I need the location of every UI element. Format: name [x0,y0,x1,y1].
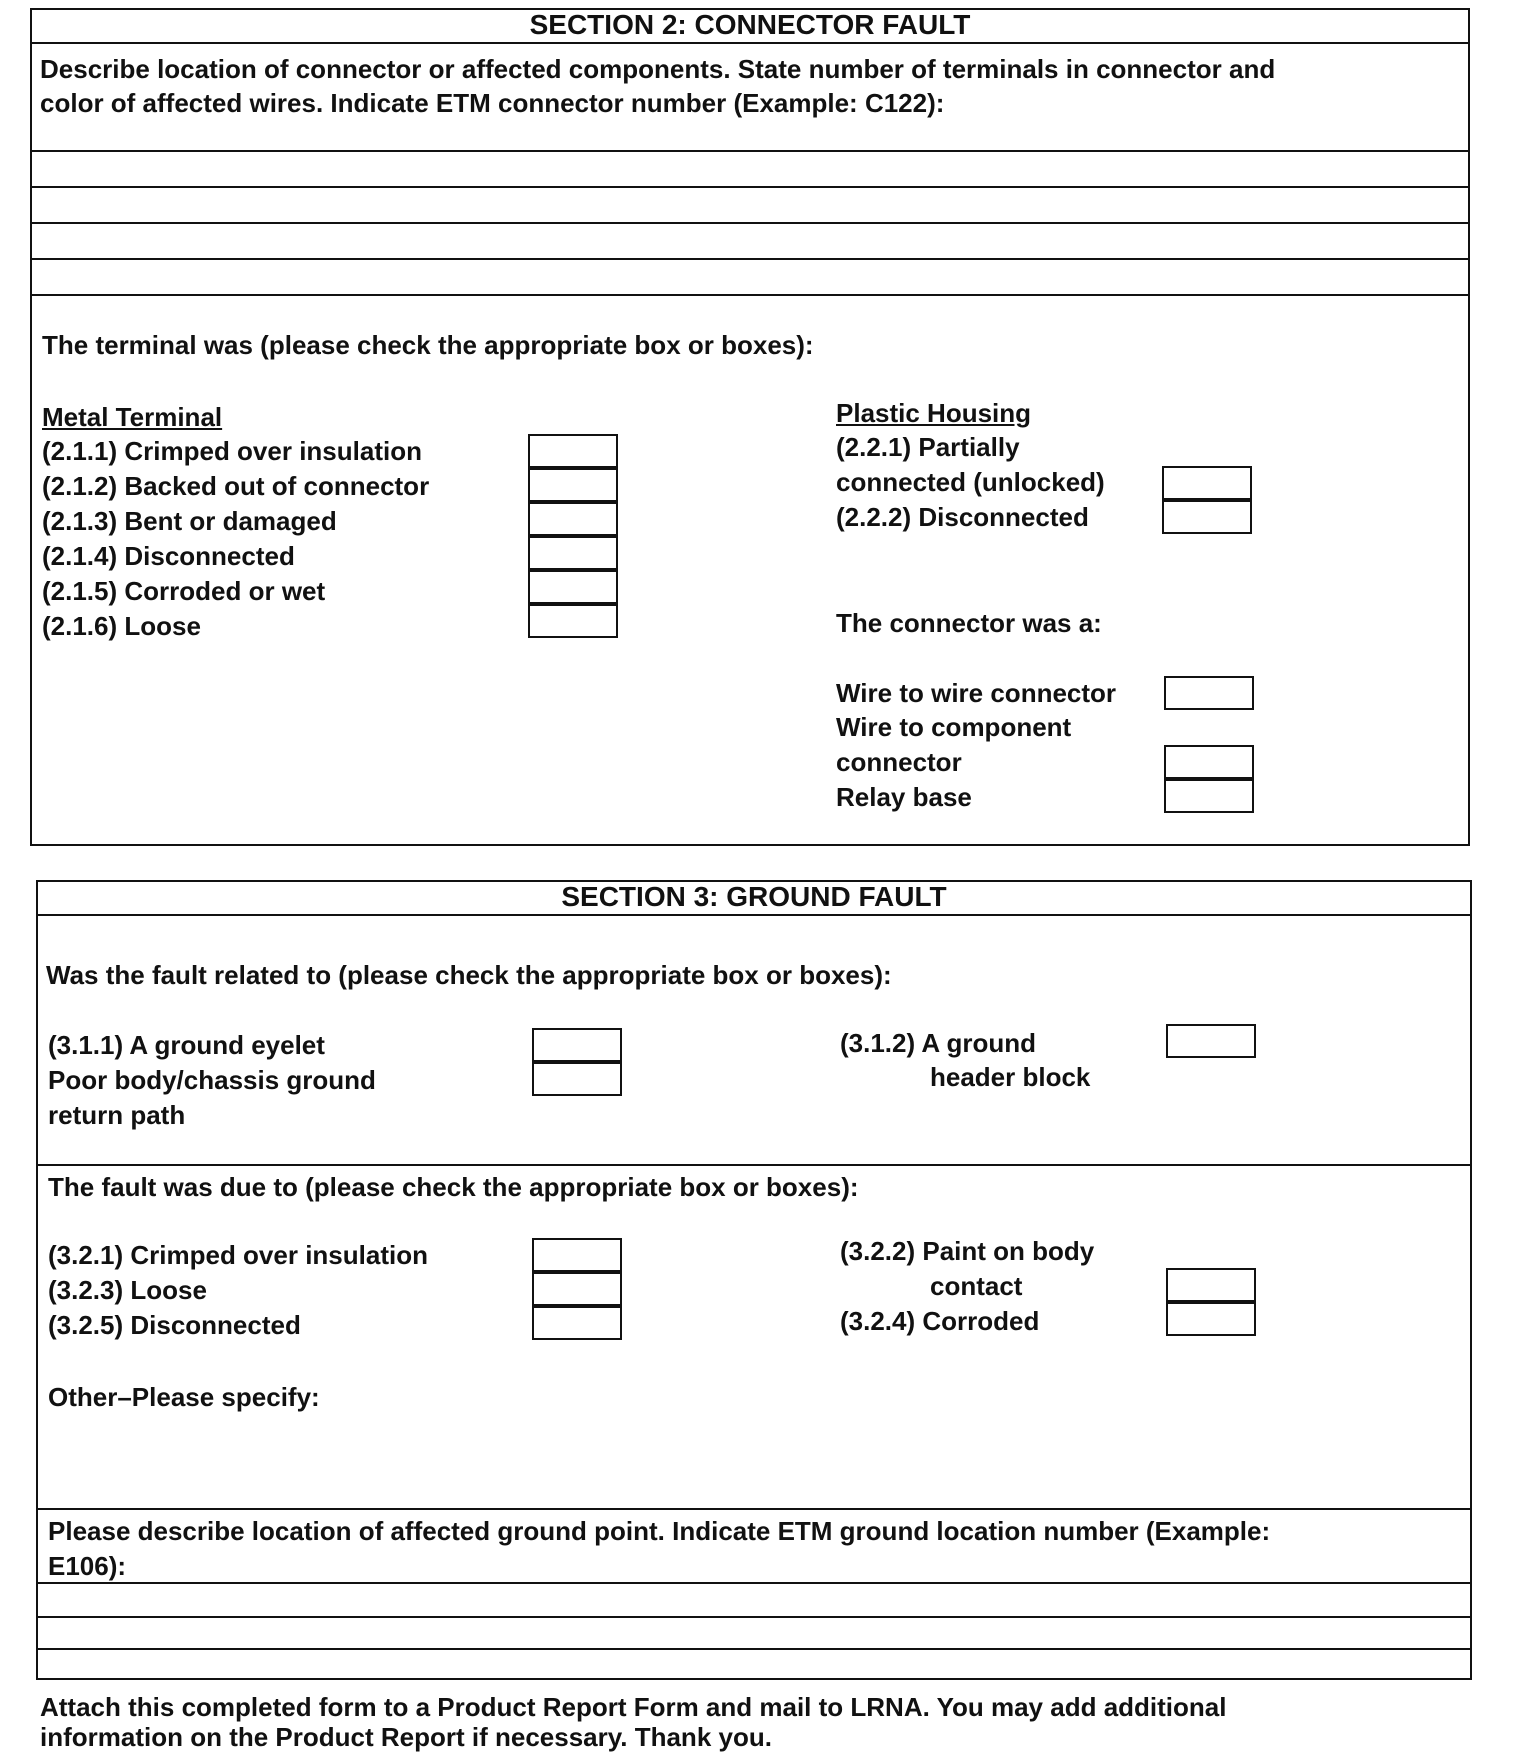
poor-body-ground-label-line-2: return path [48,1100,186,1130]
checkbox-2-1-1[interactable] [528,434,618,468]
paint-on-body-label-line-1: (3.2.2) Paint on body [840,1236,1095,1266]
checkbox-3-2-3[interactable] [532,1272,622,1306]
connector-type-wire-to-wire: Wire to wire connector [836,678,1117,708]
section-2-panel [30,8,1470,846]
metal-terminal-item-2-1-5: (2.1.5) Corroded or wet [42,576,326,606]
ground-eyelet-label: (3.1.1) A ground eyelet [48,1030,325,1060]
section-3-panel [36,880,1472,1680]
due-item-3-2-1: (3.2.1) Crimped over insulation [48,1240,428,1270]
checkbox-2-1-3[interactable] [528,502,618,536]
footer-instruction-line-2: information on the Product Report if necessary. Thank you. [40,1722,772,1752]
checkbox-3-1-1[interactable] [532,1028,622,1062]
corroded-label-3-2-4: (3.2.4) Corroded [840,1306,1040,1336]
section-2-title: SECTION 2: CONNECTOR FAULT [529,9,971,40]
section-2-header-rule [30,42,1470,44]
section-3-header-rule [36,914,1472,916]
checkbox-2-2-2[interactable] [1162,500,1252,534]
describe-instruction-line-1: Describe location of connector or affected components. State number of terminals in connector and [40,54,1276,84]
ground-location-instruction-line-2: E106): [48,1551,127,1581]
metal-terminal-item-2-1-1: (2.1.1) Crimped over insulation [42,436,422,466]
other-specify-field[interactable] [420,1380,1460,1490]
ground-location-instruction-line-1: Please describe location of affected ground point. Indicate ETM ground location number (Example: [48,1516,1271,1546]
checkbox-3-2-1[interactable] [532,1238,622,1272]
checkbox-3-2-2[interactable] [1166,1268,1256,1302]
checkbox-relay-base[interactable] [1164,779,1254,813]
plastic-housing-heading: Plastic Housing [836,398,1032,428]
checkbox-wire-to-component[interactable] [1164,745,1254,779]
checkbox-2-2-1[interactable] [1162,466,1252,500]
connector-description-line-1[interactable] [30,150,1470,152]
connector-prompt: The connector was a: [836,608,1102,638]
connector-type-wire-to-component-line-2: connector [836,747,962,777]
section-3-divider-2 [36,1508,1472,1510]
checkbox-2-1-4[interactable] [528,536,618,570]
ground-location-line-1[interactable] [36,1582,1472,1584]
checkbox-2-1-6[interactable] [528,604,618,638]
section-3-title: SECTION 3: GROUND FAULT [561,881,947,912]
checkbox-poor-body-ground[interactable] [532,1062,622,1096]
connector-type-relay-base: Relay base [836,782,972,812]
metal-terminal-item-2-1-4: (2.1.4) Disconnected [42,541,295,571]
checkbox-wire-to-wire[interactable] [1164,676,1254,710]
ground-location-line-2[interactable] [36,1616,1472,1618]
section-2-divider [30,294,1470,296]
connector-description-line-4[interactable] [30,258,1470,260]
checkbox-3-2-5[interactable] [532,1306,622,1340]
checkbox-3-2-4[interactable] [1166,1302,1256,1336]
due-item-3-2-5: (3.2.5) Disconnected [48,1310,301,1340]
ground-header-block-label-line-2: header block [930,1062,1091,1092]
plastic-housing-item-2-2-1-line-2: connected (unlocked) [836,467,1105,497]
paint-on-body-label-line-2: contact [930,1271,1023,1301]
plastic-housing-item-2-2-1-line-1: (2.2.1) Partially [836,432,1020,462]
section-3-divider-1 [36,1164,1472,1166]
plastic-housing-item-2-2-2: (2.2.2) Disconnected [836,502,1089,532]
poor-body-ground-label-line-1: Poor body/chassis ground [48,1065,376,1095]
checkbox-3-1-2[interactable] [1166,1024,1256,1058]
metal-terminal-item-2-1-3: (2.1.3) Bent or damaged [42,506,337,536]
terminal-prompt: The terminal was (please check the appropriate box or boxes): [42,330,814,360]
ground-header-block-label-line-1: (3.1.2) A ground [840,1028,1036,1058]
other-specify-label: Other–Please specify: [48,1382,320,1412]
ground-location-line-3[interactable] [36,1648,1472,1650]
metal-terminal-heading: Metal Terminal [42,402,223,432]
fault-related-prompt: Was the fault related to (please check the appropriate box or boxes): [46,960,892,990]
fault-due-prompt: The fault was due to (please check the appropriate box or boxes): [48,1172,859,1202]
footer-instruction-line-1: Attach this completed form to a Product Report Form and mail to LRNA. You may add additional [40,1692,1227,1722]
connector-type-wire-to-component-line-1: Wire to component [836,712,1072,742]
describe-instruction-line-2: color of affected wires. Indicate ETM connector number (Example: C122): [40,88,945,118]
metal-terminal-item-2-1-2: (2.1.2) Backed out of connector [42,471,430,501]
metal-terminal-item-2-1-6: (2.1.6) Loose [42,611,201,641]
due-item-3-2-3: (3.2.3) Loose [48,1275,207,1305]
connector-description-line-2[interactable] [30,186,1470,188]
connector-description-line-3[interactable] [30,222,1470,224]
checkbox-2-1-2[interactable] [528,468,618,502]
checkbox-2-1-5[interactable] [528,570,618,604]
